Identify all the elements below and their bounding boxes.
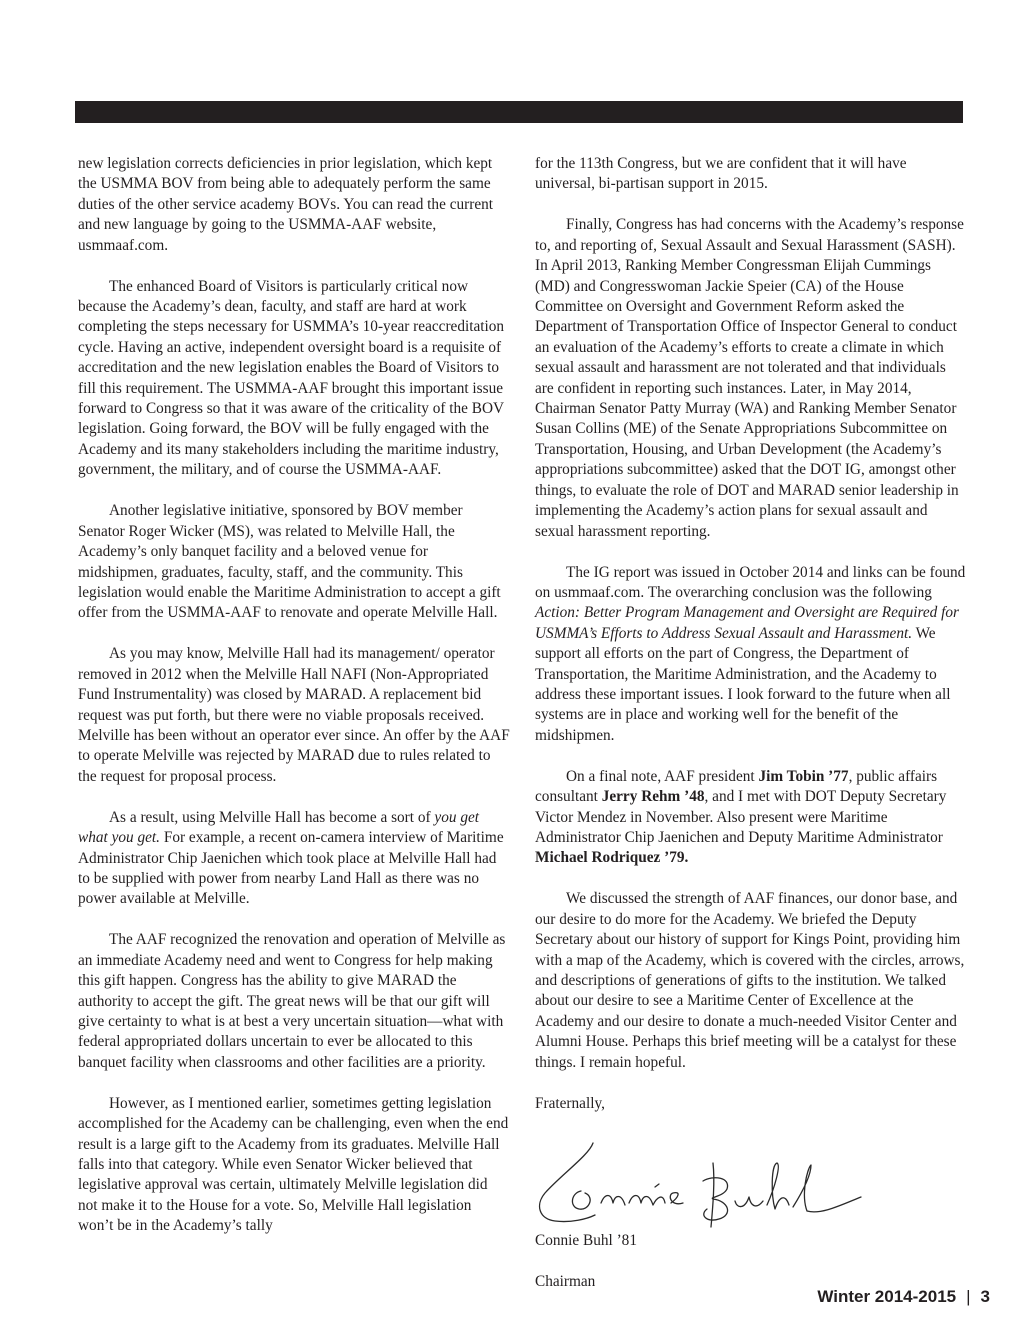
right-column (535, 154, 967, 1313)
italic-phrase: Action: Better Program Management and Oversight are Required for USMMA’s Efforts to Address Sexual Assault and Harassment. (535, 604, 959, 642)
paragraph: new legislation corrects deficiencies in prior legislation, which kept the USMMA BOV from being able to adequately perform the same duties of the other service academy BOVs. You can read the current and new language by going to the USMMA-AAF website, usmmaaf.com. (78, 155, 494, 254)
signatory-name: Connie Buhl ’81 (535, 1231, 637, 1249)
issue-label: Winter 2014-2015 (817, 1287, 957, 1306)
closing-salutation: Fraternally, (535, 1094, 605, 1112)
header-bar (75, 101, 963, 123)
paragraph: for the 113th Congress, but we are confident that it will have universal, bi-partisan support in 2015. (535, 155, 907, 193)
bold-name: Jerry Rehm ’48 (601, 788, 705, 806)
text-run: For example, a recent on-camera interview of Maritime Administrator Chip Jaenichen which took place at Melville Hall had to be supplied with power from nearby Land Hall as there was no power available at Melville. (78, 829, 504, 908)
paragraph (535, 563, 967, 747)
text-run: As a result, using Melville Hall has become a sort of (109, 808, 435, 826)
footer-separator: | (966, 1287, 971, 1306)
page-number: 3 (980, 1287, 990, 1306)
paragraph (78, 808, 510, 910)
page-footer (817, 1287, 990, 1307)
paragraph: We discussed the strength of AAF finances, our donor base, and our desire to do more for the Academy. We briefed the Deputy Secretary about our history of support for Kings Point, providing him with a map of the Academy, which is covered with the circles, arrows, and descriptions of generations of gifts to the institution. We talked about our desire to see a Maritime Center of Excellence at the Academy and our desire to donate a much-needed Visitor Center and Alumni House. Perhaps this brief meeting will be a catalyst for these things. I remain hopeful. (535, 890, 965, 1071)
text-run: , public affairs consultant (535, 767, 938, 806)
paragraph: The AAF recognized the renovation and operation of Melville as an immediate Academy need and went to Congress for help making this gift happen. Congress has the ability to give MARAD the authority to accept the gift. The great news will be that our gift will give certainty to what is at best a very uncertain situation—what with federal appropriated dollars uncertain to ever be allocated to this banquet facility when classrooms and other facilities are a priority. (78, 931, 506, 1071)
paragraph: Another legislative initiative, sponsored by BOV member Senator Roger Wicker (MS), was related to Melville Hall, the Academy’s only banquet facility and a beloved venue for midshipmen, graduates, faculty, staff, and the community. This legislation would enable the Maritime Administration to accept a gift offer from the USMMA-AAF to renovate and operate Melville Hall. (78, 502, 501, 622)
paragraph: The enhanced Board of Visitors is particularly critical now because the Academy’s dean, faculty, and staff are hard at work completing the steps necessary for USMMA’s 10-year reaccreditation cycle. Having an active, independent oversight board is a requisite of accreditation and the new legislation enables the Board of Visitors to fill this requirement. The USMMA-AAF brought this important issue forward to Congress so that it was aware of the criticality of the BOV legislation. Going forward, the BOV will be fully engaged with the Academy and its many stakeholders including the maritime industry, government, the military, and of course the USMMA-AAF. (78, 277, 505, 479)
bold-name: Michael Rodriquez ’79. (535, 849, 689, 867)
text-run: , and I met with DOT Deputy Secretary Victor Mendez in November. Also present were Maritime Administrator Chip Jaenichen and Deputy Maritime Administrator (535, 788, 947, 846)
text-run: On a final note, AAF president (566, 767, 759, 785)
paragraph (535, 767, 967, 869)
paragraph: As you may know, Melville Hall had its management/ operator removed in 2012 when the Melville Hall NAFI (Non-Appropriated Fund Instrumentality) was closed by MARAD. A replacement bid request was put forth, but there were no viable proposals received. Melville has been without an operator ever since. An offer by the AAF to operate Melville was rejected by MARAD due to rules related to the request for proposal process. (78, 645, 510, 785)
text-run: We support all efforts on the part of Congress, the Department of Transportation, the Maritime Administration, and the Academy to address these important issues. I look forward to the future when all systems are in place and working well for the benefit of the midshipmen. (535, 624, 951, 744)
handwritten-signature (531, 1135, 871, 1231)
text-run: The IG report was issued in October 2014 and links can be found on usmmaaf.com. The overarching conclusion was the following (535, 563, 966, 601)
signatory-title: Chairman (535, 1272, 596, 1290)
paragraph: Finally, Congress has had concerns with the Academy’s response to, and reporting of, Sexual Assault and Sexual Harassment (SASH). In April 2013, Ranking Member Congressman Elijah Cummings (MD) and Congresswoman Jackie Speier (CA) of the House Committee on Oversight and Government Reform asked the Department of Transportation Office of Inspector General to conduct an evaluation of the Academy’s efforts to create a climate in which sexual assault and harassment are not tolerated and that individuals are confident in reporting such instances. Later, in May 2014, Chairman Senator Patty Murray (WA) and Ranking Member Senator Susan Collins (ME) of the Senate Appropriations Subcommittee on Transportation, Housing, and Urban Development (the Academy’s appropriations subcommittee) asked that the DOT IG, amongst other things, to evaluate the role of DOT and MARAD senior leadership in implementing the Academy’s action plans for sexual assault and sexual harassment reporting. (535, 216, 964, 540)
bold-name: Jim Tobin ’77 (758, 767, 849, 785)
italic-phrase: you get what you get. (78, 808, 480, 847)
paragraph: However, as I mentioned earlier, sometimes getting legislation accomplished for the Academy can be challenging, even when the end result is a large gift to the Academy from its graduates. Melville Hall falls into that category. While even Senator Wicker believed that legislative approval was certain, ultimately Melville legislation did not make it to the House for a vote. So, Melville Hall legislation won’t be in the Academy’s tally (78, 1094, 509, 1235)
left-column (78, 154, 510, 1257)
